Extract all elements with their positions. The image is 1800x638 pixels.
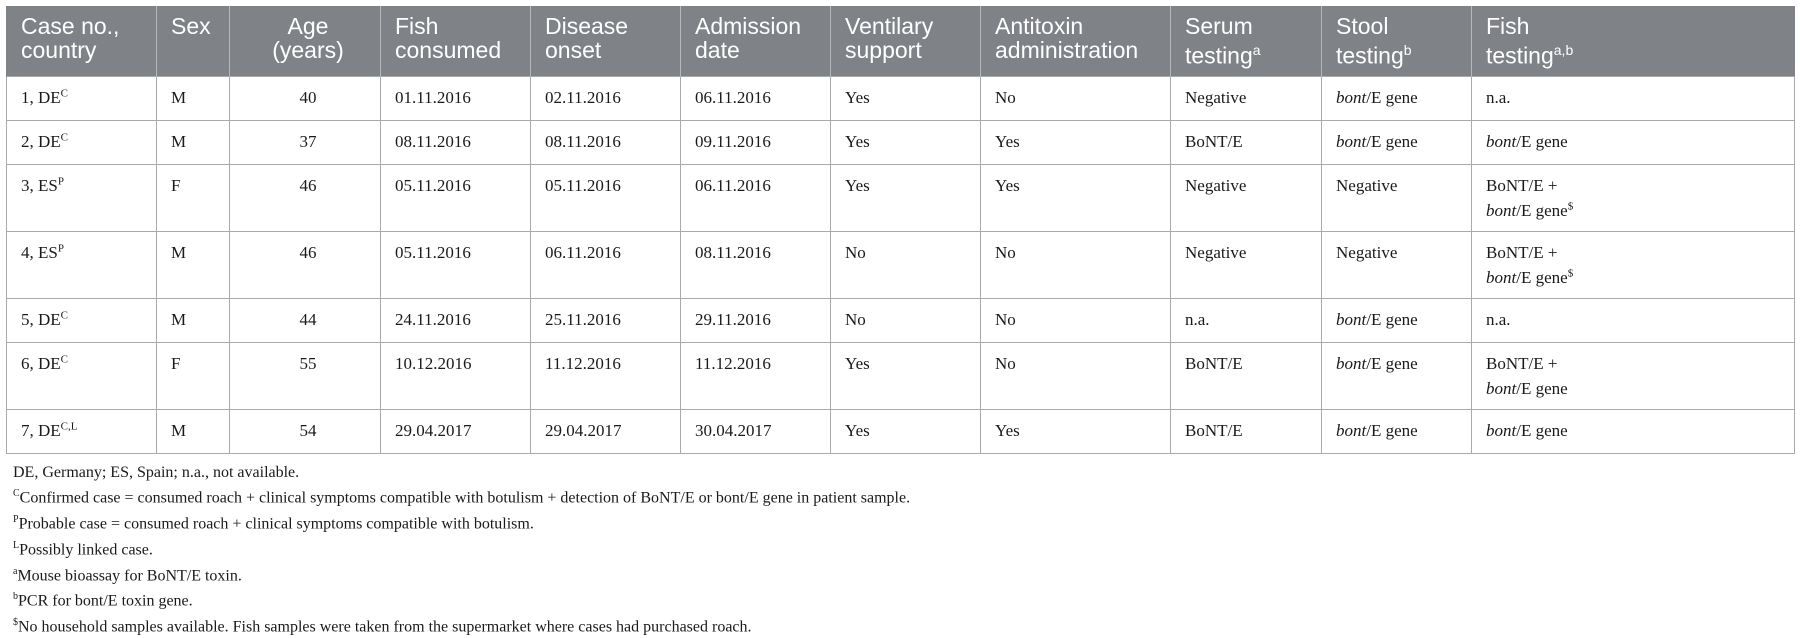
footnote-household: $No household samples available. Fish samples were taken from the supermarket where cases had purchased roach. <box>13 617 752 636</box>
cell-admission: 08.11.2016 <box>681 231 831 298</box>
cell-vent: Yes <box>831 120 981 164</box>
cell-onset: 06.11.2016 <box>531 231 681 298</box>
cell-stool: bont/E gene <box>1322 342 1472 409</box>
cell-fish-consumed: 10.12.2016 <box>381 342 531 409</box>
header-admission-date: Admission date <box>681 6 831 76</box>
table-row <box>7 342 1795 409</box>
cell-fish: n.a. <box>1472 298 1795 342</box>
cell-age: 40 <box>230 76 381 120</box>
cell-fish: BoNT/E + bont/E gene$ <box>1472 231 1795 298</box>
botulism-cases-table <box>6 6 1795 454</box>
header-disease-onset: Disease onset <box>531 6 681 76</box>
table-row <box>7 76 1795 120</box>
cell-stool: bont/E gene <box>1322 409 1472 453</box>
cell-age: 37 <box>230 120 381 164</box>
footnote-probable: $^P$Probable case = consumed roach + clinical symptoms compatible with botulism. <box>13 513 534 533</box>
cell-fish-consumed: 05.11.2016 <box>381 164 531 231</box>
table-row <box>7 409 1795 453</box>
table-row <box>7 164 1795 231</box>
header-antitoxin: Antitoxin administration <box>981 6 1171 76</box>
cell-age: 44 <box>230 298 381 342</box>
cell-age: 46 <box>230 164 381 231</box>
cell-stool: bont/E gene <box>1322 120 1472 164</box>
cell-admission: 11.12.2016 <box>681 342 831 409</box>
cell-admission: 06.11.2016 <box>681 76 831 120</box>
cell-fish: BoNT/E + bont/E gene$ <box>1472 164 1795 231</box>
cell-sex: M <box>157 298 230 342</box>
cell-case: 2, $DE^C$ <box>7 120 157 164</box>
cell-admission: 30.04.2017 <box>681 409 831 453</box>
cell-fish-consumed: 01.11.2016 <box>381 76 531 120</box>
footnote-abbreviations: DE, Germany; ES, Spain; n.a., not available. <box>13 463 300 481</box>
cell-antitoxin: No <box>981 76 1171 120</box>
cell-case: 7, $DE^{C,L}$ <box>7 409 157 453</box>
cell-case: 6, $DE^C$ <box>7 342 157 409</box>
cell-vent: Yes <box>831 342 981 409</box>
cell-stool: Negative <box>1322 164 1472 231</box>
cell-stool: bont/E gene <box>1322 76 1472 120</box>
footnote-confirmed: $^C$Confirmed case = consumed roach + clinical symptoms compatible with botulism + detection of BoNT/E or bont/E gene in patient sample. <box>13 488 911 507</box>
cell-antitoxin: Yes <box>981 120 1171 164</box>
cell-admission: 06.11.2016 <box>681 164 831 231</box>
cell-antitoxin: No <box>981 231 1171 298</box>
cell-antitoxin: Yes <box>981 164 1171 231</box>
footnote-bioassay: $^a$Mouse bioassay for BoNT/E toxin. <box>13 565 242 584</box>
cell-sex: M <box>157 76 230 120</box>
cell-antitoxin: No <box>981 298 1171 342</box>
cell-onset: 25.11.2016 <box>531 298 681 342</box>
cell-case: 1, $DE^C$ <box>7 76 157 120</box>
cell-admission: 29.11.2016 <box>681 298 831 342</box>
cell-sex: M <box>157 231 230 298</box>
header-age: Age (years) <box>230 6 381 76</box>
cell-onset: 05.11.2016 <box>531 164 681 231</box>
cell-fish: BoNT/E + bont/E gene <box>1472 342 1795 409</box>
cell-vent: Yes <box>831 409 981 453</box>
header-fish-testing: Fish testing$^{a,b}$ <box>1472 6 1795 76</box>
header-serum-testing: Serum testing$^a$ <box>1171 6 1322 76</box>
cell-antitoxin: No <box>981 342 1171 409</box>
cell-serum: Negative <box>1171 231 1322 298</box>
table-container <box>6 6 1794 638</box>
cell-serum: BoNT/E <box>1171 409 1322 453</box>
cell-case: 3, $ES^P$ <box>7 164 157 231</box>
cell-case: 4, $ES^P$ <box>7 231 157 298</box>
cell-vent: No <box>831 231 981 298</box>
cell-stool: bont/E gene <box>1322 298 1472 342</box>
cell-onset: 11.12.2016 <box>531 342 681 409</box>
cell-fish-consumed: 05.11.2016 <box>381 231 531 298</box>
footnote-pcr: $^b$PCR for bont/E toxin gene. <box>13 591 193 610</box>
cell-onset: 02.11.2016 <box>531 76 681 120</box>
cell-onset: 08.11.2016 <box>531 120 681 164</box>
cell-vent: Yes <box>831 76 981 120</box>
cell-admission: 09.11.2016 <box>681 120 831 164</box>
cell-fish-consumed: 29.04.2017 <box>381 409 531 453</box>
table-row <box>7 120 1795 164</box>
cell-serum: Negative <box>1171 164 1322 231</box>
header-fish-consumed: Fish consumed <box>381 6 531 76</box>
cell-vent: Yes <box>831 164 981 231</box>
cell-sex: F <box>157 342 230 409</box>
cell-fish: n.a. <box>1472 76 1795 120</box>
footnote-linked: $^L$Possibly linked case. <box>13 539 153 559</box>
cell-sex: F <box>157 164 230 231</box>
header-stool-testing: Stool testing$^b$ <box>1322 6 1472 76</box>
cell-age: 46 <box>230 231 381 298</box>
cell-vent: No <box>831 298 981 342</box>
cell-onset: 29.04.2017 <box>531 409 681 453</box>
cell-age: 55 <box>230 342 381 409</box>
cell-case: 5, $DE^C$ <box>7 298 157 342</box>
table-row <box>7 298 1795 342</box>
cell-serum: n.a. <box>1171 298 1322 342</box>
header-ventilary-support: Ventilary support <box>831 6 981 76</box>
cell-fish: bont/E gene <box>1472 120 1795 164</box>
cell-fish-consumed: 24.11.2016 <box>381 298 531 342</box>
cell-sex: M <box>157 120 230 164</box>
header-row <box>7 6 1795 76</box>
cell-serum: Negative <box>1171 76 1322 120</box>
cell-fish-consumed: 08.11.2016 <box>381 120 531 164</box>
cell-fish: bont/E gene <box>1472 409 1795 453</box>
header-case: Case no., country <box>7 6 157 76</box>
cell-antitoxin: Yes <box>981 409 1171 453</box>
cell-sex: M <box>157 409 230 453</box>
table-row <box>7 231 1795 298</box>
cell-age: 54 <box>230 409 381 453</box>
cell-serum: BoNT/E <box>1171 342 1322 409</box>
header-sex: Sex <box>157 6 230 76</box>
cell-stool: Negative <box>1322 231 1472 298</box>
cell-serum: BoNT/E <box>1171 120 1322 164</box>
table-footnotes <box>6 462 1794 638</box>
